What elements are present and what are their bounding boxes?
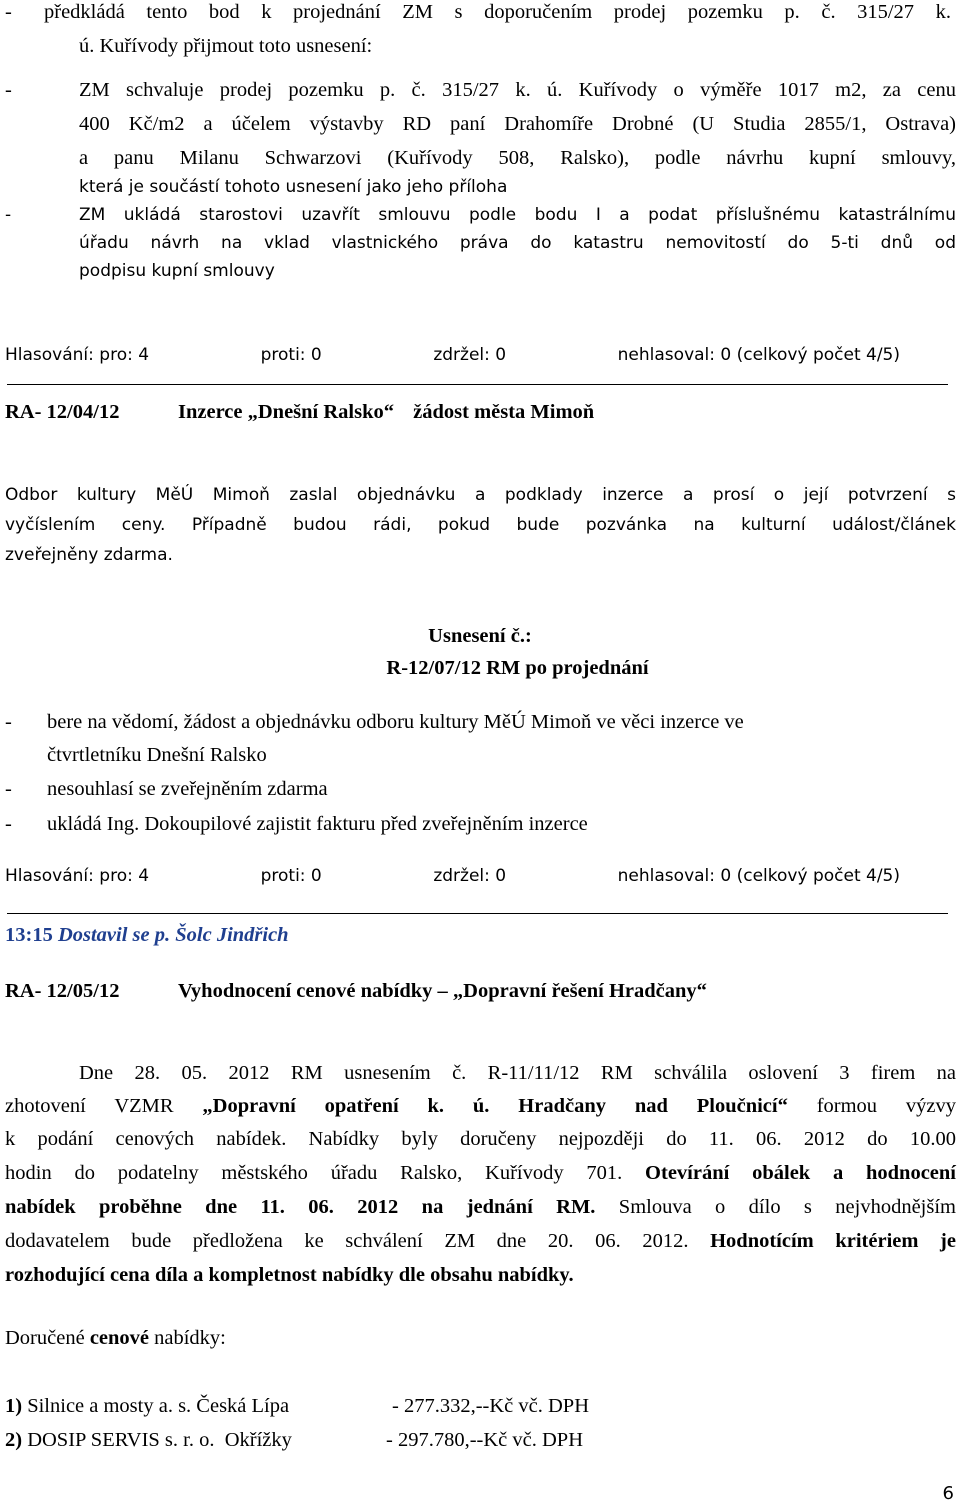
paragraph-line: a panu Milanu Schwarzovi (Kuřívody 508, Ralsko), podle návrhu kupní smlouvy, [79,147,956,169]
paragraph-line: předkládá tento bod k projednání ZM s doporučením prodej pozemku p. č. 315/27 k. [44,1,951,23]
text-run-bold: nabídek proběhne dne 11. 06. 2012 na jednání RM. [5,1196,596,1218]
paragraph-line [5,1095,956,1118]
agenda-title-part: Inzerce „Dnešní Ralsko“ [178,401,395,423]
text-run: dodavatelem bude předložena ke schválení ZM dne 20. 06. 2012. [5,1230,711,1252]
text-run-bold: Otevírání obálek a hodnocení [645,1162,957,1184]
list-dash: - [5,778,12,800]
vote-for: Hlasování: pro: 4 [5,345,150,365]
offer-number: 2) [5,1429,23,1451]
offers-label [5,1327,226,1350]
offer-number: 1) [5,1395,23,1417]
vote-against: proti: 0 [260,345,322,365]
arrival-time: 13:15 [5,924,53,946]
text-run-bold: „Dopravní opatření k. ú. Hradčany nad Ploučnicí“ [202,1095,788,1117]
text-run: formou výzvy [787,1095,956,1117]
paragraph-line: úřadu návrh na vklad vlastnického práva do katastru nemovitostí do 5-ti dnů od [79,233,956,253]
resolution-label: Usnesení č.: [428,625,532,647]
offer-price: - 297.780,--Kč vč. DPH [386,1429,583,1451]
arrival-text: Dostavil se p. Šolc Jindřich [57,924,289,946]
offer-row [5,1395,289,1418]
text-run-bold: cenové [89,1327,150,1349]
paragraph-line: ú. Kuřívody přijmout toto usnesení: [79,35,373,57]
paragraph-line: ZM schvaluje prodej pozemku p. č. 315/27 k. ú. Kuřívody o výměře 1017 m2, za cenu [79,79,956,101]
list-dash: - [5,1,12,23]
agenda-title [178,401,594,424]
divider [7,384,948,385]
list-dash: - [5,79,12,101]
paragraph-line [5,1196,956,1219]
list-dash: - [5,813,12,835]
resolution-item: ukládá Ing. Dokoupilové zajistit fakturu před zveřejněním inzerce [47,813,588,835]
offer-row [5,1429,292,1452]
resolution-item: bere na vědomí, žádost a objednávku odboru kultury MěÚ Mimoň ve věci inzerce ve [47,711,744,733]
paragraph-line: která je součástí tohoto usnesení jako jeho příloha [79,177,508,197]
vote-abstain: zdržel: 0 [433,345,507,365]
paragraph-line: Odbor kultury MěÚ Mimoň zaslal objednávku a podklady inzerce a prosí o její potvrzení s [5,485,956,505]
offer-company: DOSIP SERVIS s. r. o. Okřížky [27,1429,292,1451]
agenda-title-part: žádost města Mimoň [413,401,595,423]
paragraph-line: vyčíslením ceny. Případně budou rádi, pokud bude pozvánka na kulturní událost/článek [5,515,956,535]
paragraph-line: ZM ukládá starostovi uzavřít smlouvu podle bodu I a podat příslušnému katastrálnímu [79,205,956,225]
list-dash: - [5,711,12,733]
resolution-number: R-12/07/12 RM po projednání [386,657,649,679]
resolution-item: čtvrtletníku Dnešní Ralsko [47,744,267,766]
paragraph-line: 400 Kč/m2 a účelem výstavby RD paní Drahomíře Drobné (U Studia 2855/1, Ostrava) [79,113,956,135]
text-run: hodin do podatelny městského úřadu Ralsko, Kuřívody 701. [5,1162,646,1184]
arrival-note [5,924,289,947]
divider [7,913,948,914]
paragraph-line: rozhodující cena díla a kompletnost nabídky dle obsahu nabídky. [5,1264,574,1286]
vote-against: proti: 0 [260,866,322,886]
paragraph-line: podpisu kupní smlouvy [79,261,275,281]
vote-rest: nehlasoval: 0 (celkový počet 4/5) [617,866,900,886]
vote-result [5,866,900,886]
page-number: 6 [942,1483,954,1504]
paragraph-line: Dne 28. 05. 2012 RM usnesením č. R-11/11/12 RM schválila oslovení 3 firem na [79,1062,956,1084]
vote-rest: nehlasoval: 0 (celkový počet 4/5) [617,345,900,365]
list-dash: - [5,205,12,225]
agenda-code: RA- 12/05/12 [5,980,120,1002]
agenda-code: RA- 12/04/12 [5,401,120,423]
vote-abstain: zdržel: 0 [433,866,507,886]
offer-company: Silnice a mosty a. s. Česká Lípa [27,1395,290,1417]
resolution-item: nesouhlasí se zveřejněním zdarma [47,778,328,800]
vote-result [5,345,900,365]
paragraph-line [5,1162,956,1185]
paragraph-line: k podání cenových nabídek. Nabídky byly doručeny nejpozději do 11. 06. 2012 do 10.00 [5,1128,956,1150]
agenda-title: Vyhodnocení cenové nabídky – „Dopravní řešení Hradčany“ [178,980,707,1002]
text-run: zhotovení VZMR [5,1095,203,1117]
offer-price: - 277.332,--Kč vč. DPH [392,1395,589,1417]
text-run-bold: Hodnotícím kritériem je [710,1230,956,1252]
vote-for: Hlasování: pro: 4 [5,866,150,886]
text-run: nabídky: [149,1327,226,1349]
text-run: Doručené [5,1327,90,1349]
paragraph-line [5,1230,956,1253]
text-run: Smlouva o dílo s nejvhodnějším [595,1196,956,1218]
paragraph-line: zveřejněny zdarma. [5,545,173,565]
